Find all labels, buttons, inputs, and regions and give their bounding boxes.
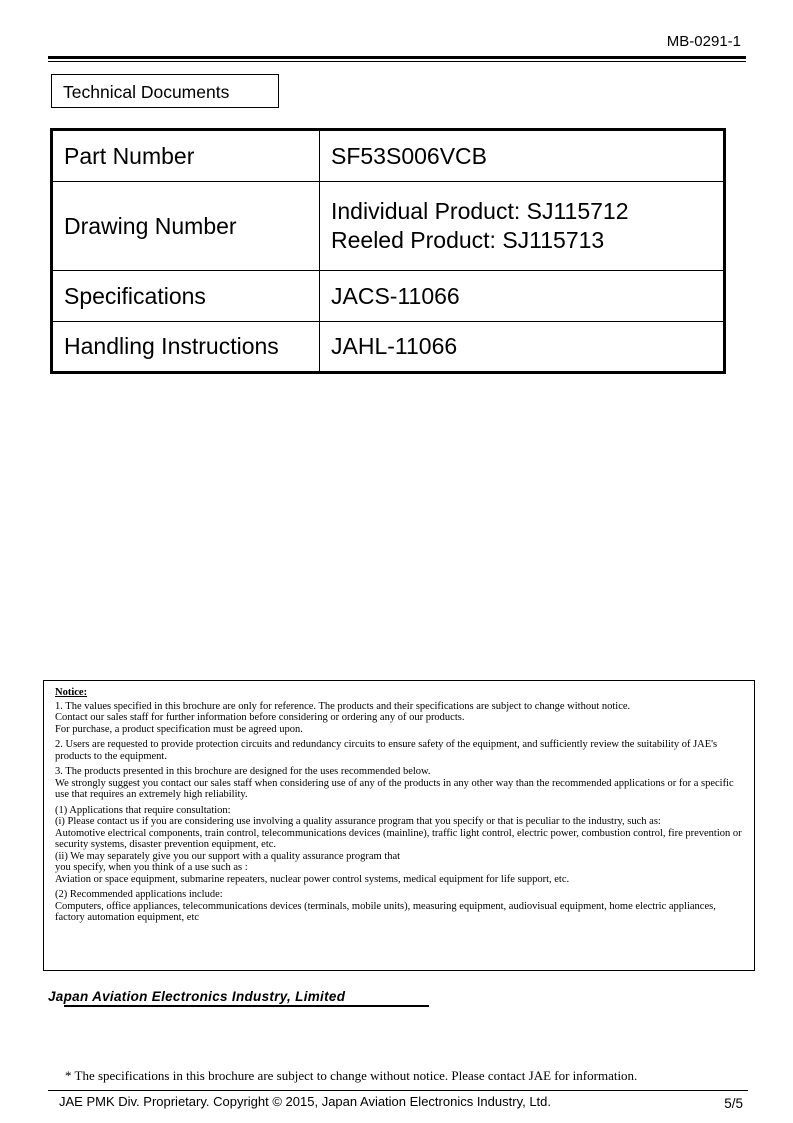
section-title: Technical Documents [51, 74, 279, 108]
row-label: Drawing Number [52, 182, 320, 271]
value-line: Reeled Product: SJ115713 [331, 227, 605, 253]
notice-paragraph: 3. The products presented in this brochure are designed for the uses recommended below. We strongly suggest you contact our sales staff when considering use of any of the products in any other way than the recommended applications or for a specific use that requires an extremely high reliability. [55, 766, 734, 800]
row-label: Specifications [52, 271, 320, 322]
document-id: MB-0291-1 [666, 33, 741, 50]
notice-paragraph: (1) Applications that require consultation: (i) Please contact us if you are considering use involving a quality assurance program that you specify or that is peculiar to the industry, such as: Automotive electrical components, train control, telecommunications devices (mainline), traffic light control, electric power, combustion control, fire prevention or security systems, disaster prevention equipment, etc. (ii) We may separately give you our support with a quality assurance program that you specify, when you think of a use such as : Aviation or space equipment, submarine repeaters, nuclear power control systems, medical equipment for life support, etc. [55, 804, 742, 885]
header-rule [48, 56, 746, 59]
row-value [320, 271, 725, 322]
row-label: Part Number [52, 130, 320, 182]
company-logo: Japan Aviation Electronics Industry, Limited [48, 989, 346, 1004]
row-value [320, 182, 725, 271]
notice-paragraph: (2) Recommended applications include: Computers, office appliances, telecommunications devices (terminals, mobile units), measuring equipment, audiovisual equipment, home electric appliances, factory automation equipment, etc [55, 889, 716, 923]
value-line: Individual Product: SJ115712 [331, 198, 629, 224]
row-value [320, 130, 725, 182]
table-row [52, 271, 725, 322]
table-row [52, 130, 725, 182]
footer-rule [48, 1090, 748, 1091]
footnote: * The specifications in this brochure are subject to change without notice. Please contact JAE for information. [65, 1068, 638, 1083]
value-line: SF53S006VCB [331, 142, 487, 169]
value-line: JACS-11066 [331, 282, 460, 309]
page-number: 5/5 [724, 1096, 743, 1111]
row-value [320, 322, 725, 373]
footer-copyright: JAE PMK Div. Proprietary. Copyright © 2015, Japan Aviation Electronics Industry, Ltd. [59, 1094, 552, 1109]
row-label: Handling Instructions [52, 322, 320, 373]
notice-paragraph: 1. The values specified in this brochure are only for reference. The products and their specifications are subject to change without notice. Contact our sales staff for further information before considering or ordering any of our products. For purchase, a product specification must be agreed upon. [55, 700, 631, 735]
header-rule-thin [48, 61, 746, 62]
table-row [52, 182, 725, 271]
value-line: JAHL-11066 [331, 333, 458, 359]
spec-table [50, 128, 726, 374]
notice-paragraph: 2. Users are requested to provide protection circuits and redundancy circuits to ensure safety of the equipment, and sufficiently review the suitability of JAE's products to the equipment. [55, 739, 718, 762]
notice-title: Notice: [55, 687, 88, 698]
notice-box [43, 680, 755, 971]
logo-underline [64, 1005, 429, 1007]
table-row [52, 322, 725, 373]
